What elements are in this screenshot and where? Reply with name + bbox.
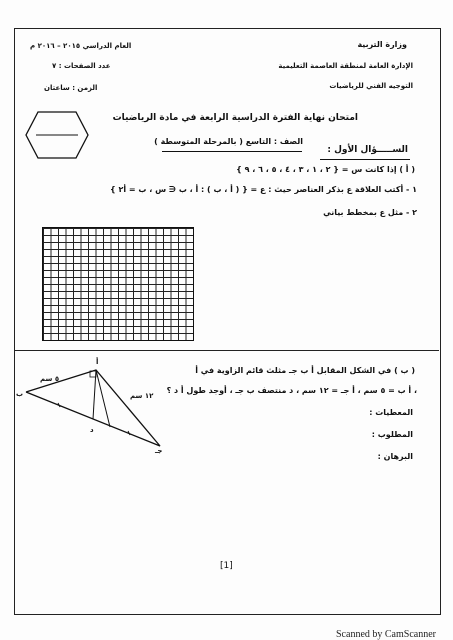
required-label: المطلوب :	[371, 430, 413, 439]
ministry-name: وزارة التربية	[357, 40, 407, 49]
grade-hexagon	[24, 110, 90, 160]
grade-underline	[162, 151, 302, 152]
point-d-label: د	[90, 426, 94, 434]
supervision-name: التوجيه الفني للرياضيات	[329, 82, 413, 90]
given-label: المعطيات :	[369, 408, 413, 417]
proof-label: البرهان :	[377, 452, 413, 461]
part-a-statement: ( أ ) إذا كانت س = { ٢ ، ١ ، ٣ ، ٤ ، ٥ ، ٦ ، ٩ }	[236, 165, 415, 174]
side-ac-label: ١٢ سم	[130, 392, 154, 400]
academic-year: العام الدراسي ٢٠١٥ – ٢٠١٦ م	[30, 42, 132, 50]
part-b-statement: ( ب ) في الشكل المقابل أ ب جـ مثلث قائم الزاوية في أ	[195, 366, 415, 375]
section-divider	[14, 350, 439, 351]
side-ab-label: ٥ سم	[40, 375, 60, 383]
exam-time: الزمن : ساعتان	[44, 84, 98, 92]
grade-line: الصف : التاسع ( بالمرحلة المتوسطة )	[154, 137, 303, 146]
item-1: ١ - أكتب العلاقة ع بذكر العناصر حيث : ع = { ( أ ، ب ) : أ ، ب ∈ س ، ب = أ٢ }	[110, 185, 417, 194]
scanner-watermark: Scanned by CamScanner	[336, 629, 436, 640]
page-count: عدد الصفحات : ٧	[52, 62, 111, 70]
directorate-name: الإدارة العامة لمنطقة العاصمة التعليمية	[278, 62, 413, 70]
vertex-b-label: ب	[16, 390, 24, 398]
question-1-heading: الســـــؤال الأول :	[327, 145, 408, 155]
vertex-c-label: جـ	[155, 447, 163, 455]
heading-underline	[320, 159, 410, 160]
exam-title: امتحان نهاية الفترة الدراسية الرابعة في مادة الرياضيات	[112, 113, 358, 123]
item-2: ٢ - مثل ع بمخطط بياني	[323, 208, 417, 217]
graph-grid	[42, 227, 194, 341]
page-number: [1]	[220, 561, 233, 571]
vertex-a-label: أ	[96, 358, 99, 366]
part-b-given-line: ، أ ب = ٥ سم ، أ جـ = ١٢ سم ، د منتصف ب جـ ، أوجد طول أ د ؟	[166, 386, 417, 395]
